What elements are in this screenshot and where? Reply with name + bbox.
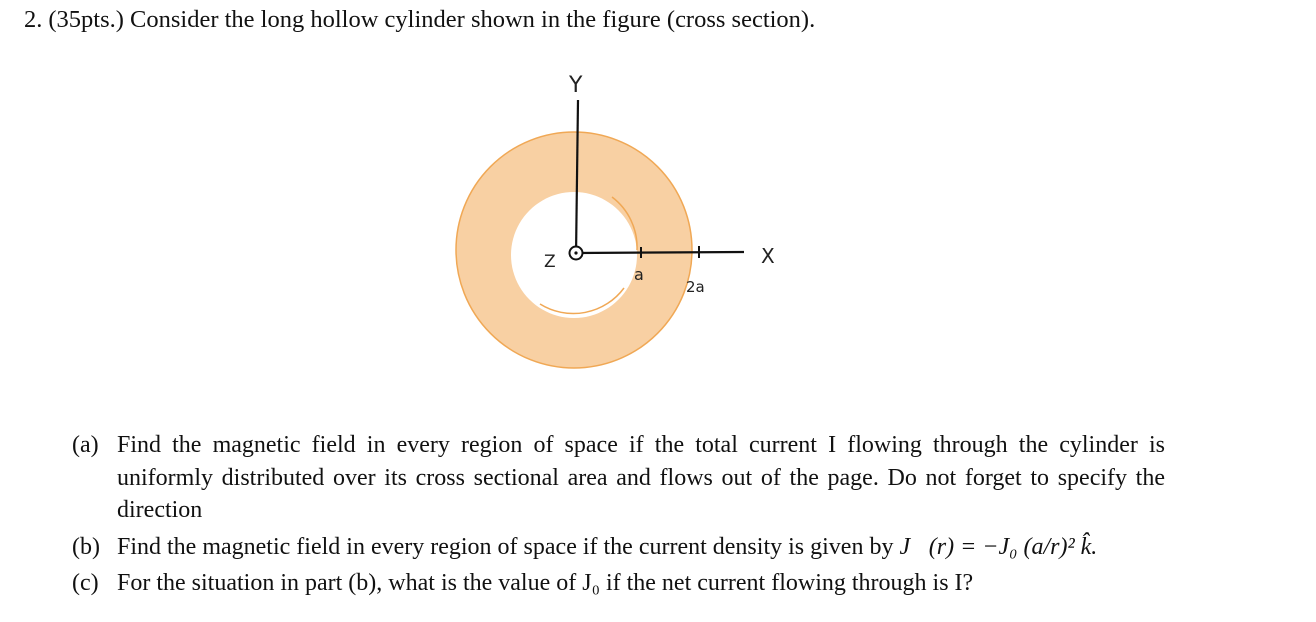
problem-parts [72,429,1272,600]
x-axis [576,252,744,253]
part-b-label: (b) [72,533,100,560]
tick-2a-label: 2a [686,278,705,296]
part-c-label: (c) [72,570,99,596]
z-axis-label: Z [544,252,556,272]
part-a [72,429,1272,527]
part-b [72,531,1272,564]
tick-a-label: a [634,265,644,284]
part-a-label: (a) [72,432,99,458]
part-c [72,567,1272,600]
problem-title: (35pts.) Consider the long hollow cylinder shown in the figure (cross section). [48,6,816,33]
part-b-text: Find the magnetic field in every region of space if the current density is given by [117,533,894,560]
part-c-text: For the situation in part (b), what is the value of J₀ if the net current flowing through is I? [117,570,974,596]
x-axis-label: X [761,244,775,268]
part-b-formula: J⃗(r) = −J₀ (a/r)² k̂. [899,533,1098,560]
part-b-line [117,531,1272,564]
y-axis-label: Y [569,73,583,98]
part-a-text: Find the magnetic field in every region of space if the total current I flowing through the cylinder is uniformly distributed over its cross sectional area and flows out of the page. Do not forget to specify the direction [117,432,1165,523]
problem-number: 2. [24,6,43,33]
y-axis [576,100,578,256]
z-out-of-page-icon [570,247,583,260]
